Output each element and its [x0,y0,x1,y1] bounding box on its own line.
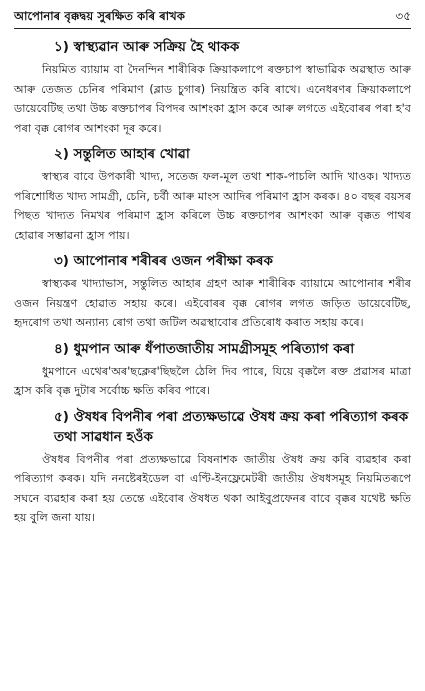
section-body-1: নিয়মিত ব্যায়াম বা দৈনন্দিন শাৰীৰিক ক্ৰিয়াকলাপে ৰক্তচাপ স্বাভাৱিক অৱস্থাত আৰু আৰু তেজত চেনিৰ পৰিমাণ (ব্লাড চুগাৰ) নিয়ন্ত্ৰিত কৰি ৰাখে। এনেধৰণৰ ক্ৰিয়াকলাপে ডায়েবেটিছ তথা উচ্চ ৰক্তচাপৰ বিপদৰ আশংকা হ্ৰাস কৰে আৰু লগতে এইবোৰৰ পৰা হ'ব পৰা বৃক্ক ৰোগৰ আশংকা দূৰ কৰে। [14,63,411,135]
section-body-4: ধুমপানে এথেৰ'অৰ'ছক্লেৰ'ছিছলৈ ঠেলি দিব পাৰে, যিয়ে বৃক্কলৈ ৰক্ত প্ৰৱাসৰ মাত্ৰা হ্ৰাস কৰি বৃক্ক দুটাৰ সৰ্বোচ্চ ক্ষতি কৰিব পাৰে। [14,364,411,397]
page-number: ৩৫ [395,9,411,23]
section-body-5: ঔষধৰ বিপনীৰ পৰা প্ৰত্যক্ষভাৱে বিষনাশক জাতীয় ঔষধ ক্ৰয় কৰি ব্যৱহাৰ কৰা পৰিত্যাগ কৰক। যদি ননষ্টেৰইডেল বা এণ্টি-ইনফ্লেমেটৰী জাতীয় ঔষধসমূহ নিয়মিতৰূপে সঘনে ব্যৱহাৰ কৰা হয় তেন্তে এইবোৰ ঔষধত থকা আইবুপ্ৰফেনৰ বাবে বৃক্কৰ যথেষ্ট ক্ষতি হয় বুলি জনা যায়। [14,452,411,524]
section-body-3: স্বাস্থ্যকৰ খাদ্যাভাস, সন্তুলিত আহাৰ গ্ৰহণ আৰু শাৰীৰিক ব্যায়ামে আপোনাৰ শৰীৰ ওজন নিয়ন্ত্ৰণ হোৱাত সহায় কৰে। এইবোৰৰ বৃক্ক ৰোগৰ লগত জড়িত ডায়েবেটিছ, হৃদৰোগ তথা অন্যান্য ৰোগ তথা জটিল অৱস্থাবোৰ প্ৰতিৰোধ কৰাত সহায় কৰে। [14,277,411,329]
section-heading-5: ৫) ঔষধৰ বিপনীৰ পৰা প্ৰত্যক্ষভাৱে ঔষধ ক্ৰয় কৰা পৰিত্যাগ কৰক তথা সাৱধান হওঁক [54,408,409,445]
section-heading-3: ৩) আপোনাৰ শৰীৰৰ ওজন পৰীক্ষা কৰক [54,253,273,269]
section-heading-1: ১) স্বাস্থ্যৱান আৰু সক্ৰিয় হৈ থাকক [54,39,240,55]
running-header [14,8,411,29]
section-heading-4: ৪) ধুমপান আৰু ধঁপাতজাতীয় সামগ্ৰীসমূহ পৰিত্যাগ কৰা [54,340,355,357]
running-title: আপোনাৰ বৃক্কদ্বয় সুৰক্ষিত কৰি ৰাখক [14,9,185,23]
section-heading-2: ২) সন্তুলিত আহাৰ খোৱা [54,146,190,162]
section-body-2: স্বাস্থ্যৰ বাবে উপকাৰী খাদ্য, সতেজ ফল-মূল তথা শাক-পাচলি আদি খাওক। খাদ্যত পৰিশোধিত খাদ্য সামগ্ৰী, চেনি, চৰ্বী আৰু মাংস আদিৰ পৰিমাণ হ্ৰাস কৰক। ৪০ বছৰ বয়সৰ পিছত খাদ্যত নিমখৰ পৰিমাণ হ্ৰাস কৰিলে উচ্চ ৰক্তচাপৰ আশংকা আৰু বৃক্কত পাথৰ হোৱাৰ সম্ভাৱনা হ্ৰাস পায়। [14,170,411,242]
